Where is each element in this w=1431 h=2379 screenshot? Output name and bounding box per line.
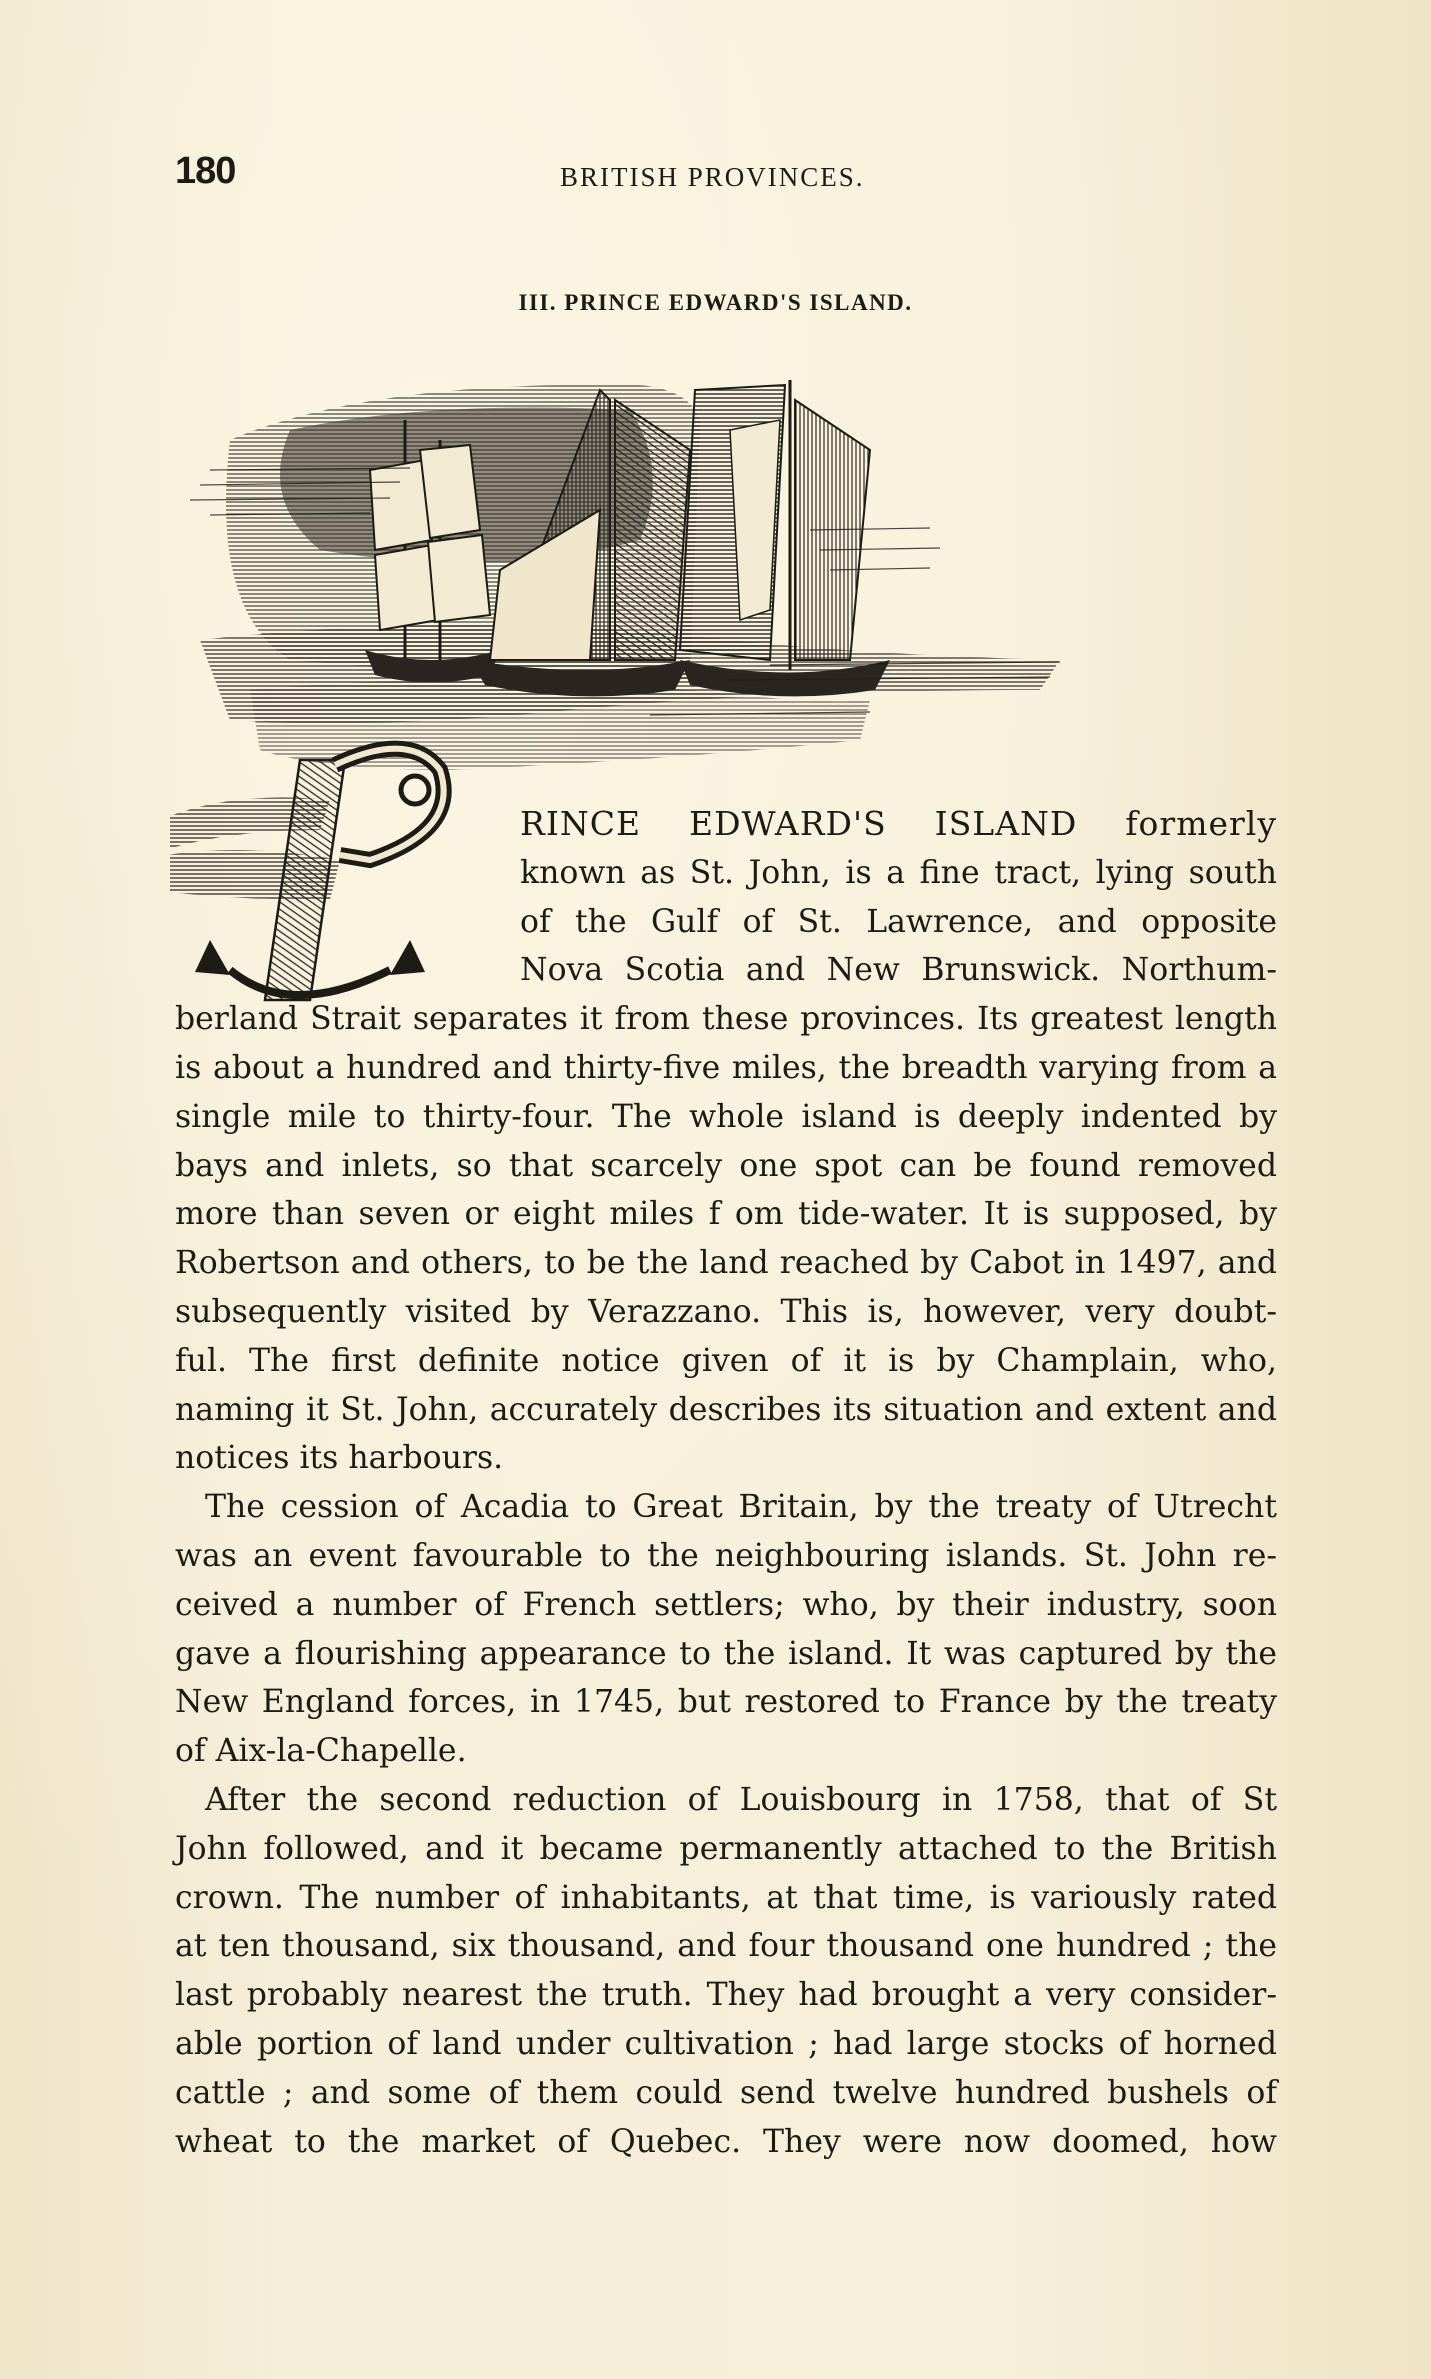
text-line: John followed, and it became permanently attached to the British (175, 1830, 1277, 1867)
lead-paragraph (175, 800, 1277, 995)
running-head: BRITISH PROVINCES. (560, 162, 865, 192)
text-line: RINCE EDWARD'S ISLAND formerly (520, 804, 1277, 843)
paragraph-1 (175, 995, 1277, 1483)
text-line: ceived a number of French settlers; who, by their industry, soon (175, 1586, 1277, 1623)
text-line: gave a flourishing appearance to the island. It was captured by the (175, 1635, 1277, 1672)
text-line: naming it St. John, accurately describes its situation and extent and (175, 1391, 1277, 1428)
text-line: notices its harbours. (175, 1440, 504, 1477)
text-line: subsequently visited by Verazzano. This is, however, very doubt- (175, 1293, 1277, 1330)
paragraph-2 (175, 1483, 1277, 1776)
text-line: bays and inlets, so that scarcely one spot can be found removed (175, 1147, 1277, 1184)
text-line: at ten thousand, six thousand, and four thousand one hundred ; the (175, 1928, 1277, 1965)
text-line: known as St. John, is a fine tract, lying south (520, 854, 1277, 891)
text-line: wheat to the market of Quebec. They were now doomed, how (175, 2123, 1277, 2160)
text-line: Nova Scotia and New Brunswick. Northum- (520, 952, 1277, 989)
page-header (175, 150, 1285, 200)
section-heading: III. PRINCE EDWARD'S ISLAND. (518, 290, 913, 315)
text-line: berland Strait separates it from these provinces. Its greatest length (175, 1001, 1277, 1038)
text-line: The cession of Acadia to Great Britain, by the treaty of Utrecht (205, 1489, 1277, 1526)
text-line: more than seven or eight miles f om tide-water. It is supposed, by (175, 1196, 1277, 1233)
text-line: is about a hundred and thirty-five miles, the breadth varying from a (175, 1049, 1277, 1086)
text-line: cattle ; and some of them could send twelve hundred bushels of (175, 2074, 1277, 2111)
text-line: After the second reduction of Louisbourg in 1758, that of St (205, 1781, 1277, 1818)
text-line: able portion of land under cultivation ; had large stocks of horned (175, 2025, 1277, 2062)
text-line: of Aix-la-Chapelle. (175, 1733, 467, 1770)
text-line: last probably nearest the truth. They had brought a very consider- (175, 1977, 1277, 2014)
page-number: 180 (175, 150, 236, 192)
text-line: Robertson and others, to be the land reached by Cabot in 1497, and (175, 1245, 1277, 1282)
text-line: ful. The first definite notice given of it is by Champlain, who, (175, 1342, 1277, 1379)
text-line: of the Gulf of St. Lawrence, and opposite (520, 903, 1277, 940)
text-line: New England forces, in 1745, but restored to France by the treaty (175, 1684, 1277, 1721)
text-line: was an event favourable to the neighbouring islands. St. John re- (175, 1537, 1277, 1574)
paragraph-3 (175, 1776, 1277, 2166)
text-line: single mile to thirty-four. The whole island is deeply indented by (175, 1098, 1277, 1135)
text-line: crown. The number of inhabitants, at that time, is variously rated (175, 1879, 1277, 1916)
body-text (175, 800, 1277, 2166)
